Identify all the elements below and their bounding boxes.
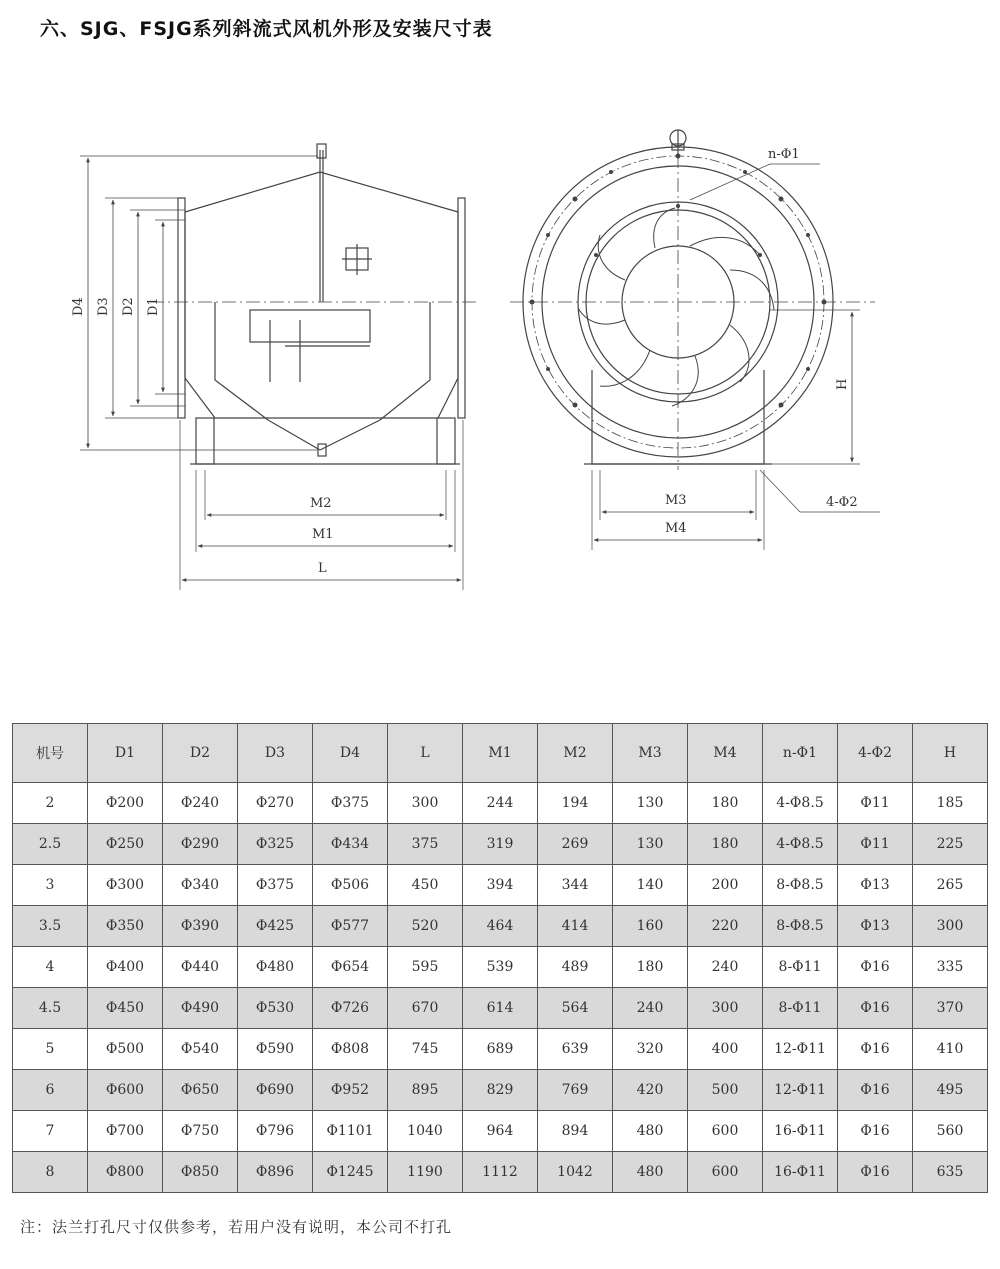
label-4-phi2: 4-Φ2 [826,495,858,510]
table-cell: 12-Φ11 [763,1070,838,1111]
table-cell: 7 [13,1111,88,1152]
table-cell: Φ650 [163,1070,238,1111]
table-cell: 520 [388,906,463,947]
front-view [510,130,880,550]
table-cell: Φ700 [88,1111,163,1152]
table-cell: Φ800 [88,1152,163,1193]
table-cell: Φ13 [838,865,913,906]
label-m2: M2 [310,496,332,511]
table-cell: Φ16 [838,1152,913,1193]
table-cell: 8-Φ8.5 [763,906,838,947]
table-cell: Φ530 [238,988,313,1029]
table-cell: Φ480 [238,947,313,988]
table-cell: Φ590 [238,1029,313,1070]
table-cell: Φ1101 [313,1111,388,1152]
table-cell: Φ375 [313,783,388,824]
column-header: n-Φ1 [763,724,838,783]
table-cell: Φ726 [313,988,388,1029]
table-cell: 1112 [463,1152,538,1193]
table-cell: Φ434 [313,824,388,865]
side-view [80,144,480,590]
table-cell: 8-Φ8.5 [763,865,838,906]
table-cell: Φ11 [838,783,913,824]
table-cell: 635 [913,1152,988,1193]
table-cell: 2.5 [13,824,88,865]
table-cell: 639 [538,1029,613,1070]
table-cell: 319 [463,824,538,865]
table-cell: Φ400 [88,947,163,988]
column-header: H [913,724,988,783]
table-cell: 370 [913,988,988,1029]
label-d4: D4 [71,297,86,316]
table-cell: 2 [13,783,88,824]
table-cell: 4 [13,947,88,988]
table-cell: Φ200 [88,783,163,824]
table-cell: Φ500 [88,1029,163,1070]
table-cell: 16-Φ11 [763,1152,838,1193]
table-cell: 414 [538,906,613,947]
table-cell: 180 [613,947,688,988]
table-cell: 300 [688,988,763,1029]
table-cell: 320 [613,1029,688,1070]
table-cell: 1190 [388,1152,463,1193]
table-cell: 1040 [388,1111,463,1152]
table-cell: 500 [688,1070,763,1111]
table-row [13,783,988,824]
table-cell: 689 [463,1029,538,1070]
table-cell: Φ577 [313,906,388,947]
table-cell: 410 [913,1029,988,1070]
table-cell: Φ350 [88,906,163,947]
column-header: 4-Φ2 [838,724,913,783]
table-cell: 200 [688,865,763,906]
column-header: L [388,724,463,783]
table-cell: 489 [538,947,613,988]
table-cell: Φ13 [838,906,913,947]
table-cell: 745 [388,1029,463,1070]
table-cell: Φ270 [238,783,313,824]
table-cell: Φ16 [838,1029,913,1070]
table-cell: Φ1245 [313,1152,388,1193]
table-row [13,947,988,988]
table-cell: 600 [688,1152,763,1193]
table-cell: 8-Φ11 [763,988,838,1029]
table-cell: Φ952 [313,1070,388,1111]
footnote: 注：法兰打孔尺寸仅供参考，若用户没有说明，本公司不打孔 [20,1218,453,1236]
table-cell: 614 [463,988,538,1029]
table-cell: Φ540 [163,1029,238,1070]
table-cell: Φ240 [163,783,238,824]
table-cell: 895 [388,1070,463,1111]
table-cell: 140 [613,865,688,906]
table-cell: 8-Φ11 [763,947,838,988]
table-cell: Φ340 [163,865,238,906]
table-cell: 269 [538,824,613,865]
table-cell: 265 [913,865,988,906]
table-row [13,1029,988,1070]
table-row [13,1070,988,1111]
label-m3: M3 [665,493,687,508]
page-title: 六、SJG、FSJG系列斜流式风机外形及安装尺寸表 [40,18,493,40]
table-cell: 6 [13,1070,88,1111]
table-cell: 300 [913,906,988,947]
column-header: M1 [463,724,538,783]
label-d3: D3 [96,297,111,316]
table-cell: 335 [913,947,988,988]
table-cell: 600 [688,1111,763,1152]
table-cell: Φ600 [88,1070,163,1111]
table-cell: 130 [613,783,688,824]
column-header: 机号 [13,724,88,783]
table-cell: 964 [463,1111,538,1152]
label-d1: D1 [146,297,161,316]
table-row [13,906,988,947]
table-cell: 160 [613,906,688,947]
table-cell: Φ750 [163,1111,238,1152]
table-cell: Φ425 [238,906,313,947]
table-cell: 8 [13,1152,88,1193]
table-cell: Φ325 [238,824,313,865]
table-cell: 300 [388,783,463,824]
table-cell: 240 [613,988,688,1029]
table-cell: 16-Φ11 [763,1111,838,1152]
table-cell: 769 [538,1070,613,1111]
table-cell: Φ300 [88,865,163,906]
table-cell: Φ375 [238,865,313,906]
table-cell: 1042 [538,1152,613,1193]
table-cell: 185 [913,783,988,824]
table-header-row [13,724,988,783]
table-cell: Φ250 [88,824,163,865]
column-header: D4 [313,724,388,783]
table-cell: 375 [388,824,463,865]
table-cell: 244 [463,783,538,824]
table-cell: Φ450 [88,988,163,1029]
table-cell: 480 [613,1111,688,1152]
table-row [13,1111,988,1152]
table-cell: 894 [538,1111,613,1152]
table-cell: 220 [688,906,763,947]
table-cell: 464 [463,906,538,947]
table-cell: Φ654 [313,947,388,988]
side-view-labels [71,297,334,576]
label-n-phi1: n-Φ1 [768,147,800,162]
table-cell: Φ850 [163,1152,238,1193]
table-cell: 539 [463,947,538,988]
table-cell: 5 [13,1029,88,1070]
table-row [13,988,988,1029]
label-m1: M1 [312,527,334,542]
table-cell: Φ16 [838,947,913,988]
table-cell: Φ16 [838,1111,913,1152]
table-cell: Φ11 [838,824,913,865]
table-cell: 595 [388,947,463,988]
table-cell: 480 [613,1152,688,1193]
table-cell: 130 [613,824,688,865]
table-cell: 394 [463,865,538,906]
table-cell: Φ896 [238,1152,313,1193]
table-cell: 400 [688,1029,763,1070]
table-row [13,824,988,865]
table-cell: 4.5 [13,988,88,1029]
table-cell: 3.5 [13,906,88,947]
table-cell: 4-Φ8.5 [763,824,838,865]
table-cell: 344 [538,865,613,906]
table-cell: 560 [913,1111,988,1152]
table-cell: 240 [688,947,763,988]
table-row [13,1152,988,1193]
table-cell: 495 [913,1070,988,1111]
label-h: H [835,378,850,390]
column-header: M3 [613,724,688,783]
table-cell: Φ390 [163,906,238,947]
table-cell: 194 [538,783,613,824]
table-cell: Φ490 [163,988,238,1029]
table-cell: 12-Φ11 [763,1029,838,1070]
column-header: D1 [88,724,163,783]
table-cell: 670 [388,988,463,1029]
table-cell: 225 [913,824,988,865]
table-cell: 180 [688,824,763,865]
column-header: M4 [688,724,763,783]
table-cell: Φ808 [313,1029,388,1070]
table-cell: Φ506 [313,865,388,906]
column-header: M2 [538,724,613,783]
table-cell: 3 [13,865,88,906]
table-cell: Φ16 [838,988,913,1029]
fan-outline-drawing [0,120,1000,610]
table-cell: Φ440 [163,947,238,988]
label-m4: M4 [665,521,687,536]
table-cell: 564 [538,988,613,1029]
table-cell: Φ290 [163,824,238,865]
column-header: D2 [163,724,238,783]
table-row [13,865,988,906]
table-cell: 450 [388,865,463,906]
label-d2: D2 [121,297,136,316]
table-cell: Φ16 [838,1070,913,1111]
dimension-table [12,723,988,1193]
label-l: L [318,561,327,576]
table-cell: 420 [613,1070,688,1111]
table-cell: Φ690 [238,1070,313,1111]
column-header: D3 [238,724,313,783]
table-cell: 829 [463,1070,538,1111]
table-cell: Φ796 [238,1111,313,1152]
table-body [13,783,988,1193]
table-cell: 180 [688,783,763,824]
table-cell: 4-Φ8.5 [763,783,838,824]
